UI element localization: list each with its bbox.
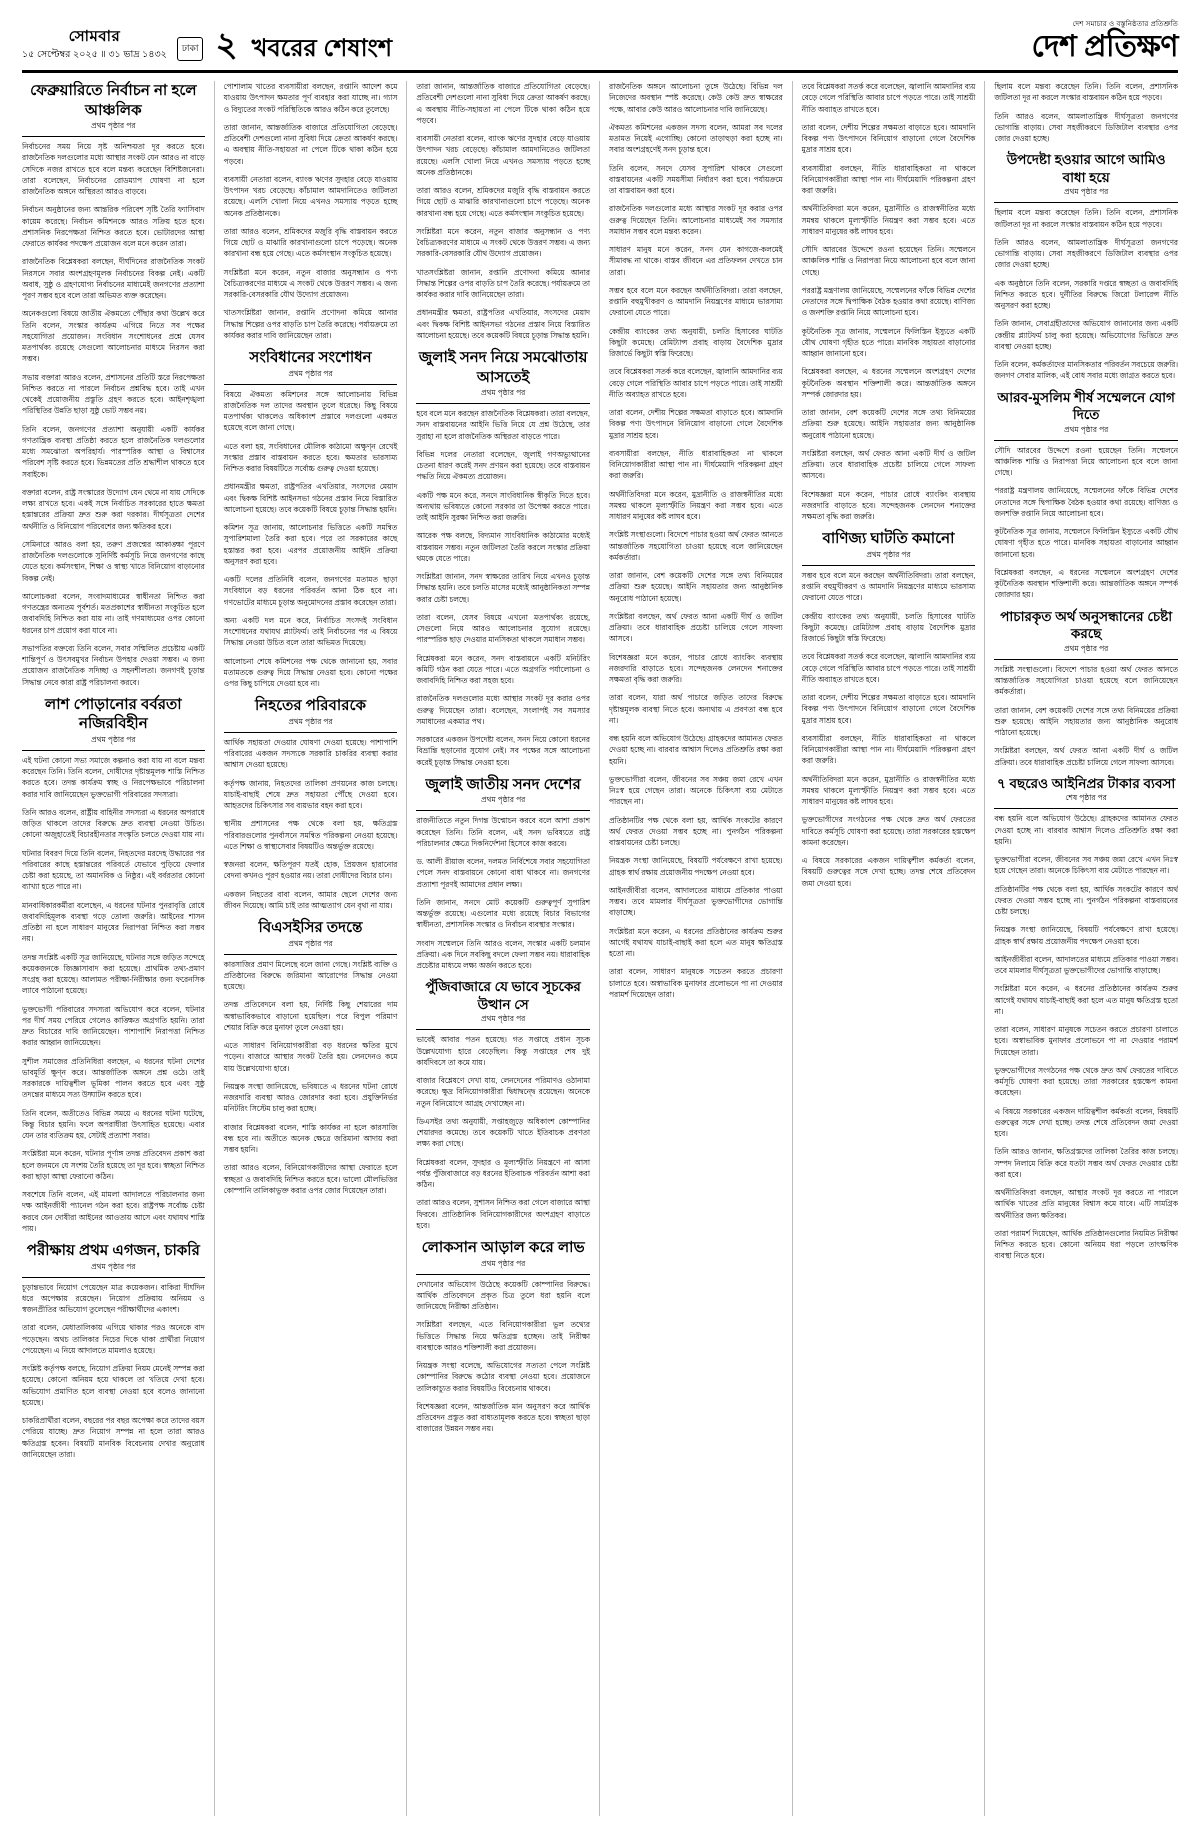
article-paragraph: নিয়ন্ত্রক সংস্থা জানিয়েছে, বিষয়টি পর্যবেক্ষণে রাখা হয়েছে। গ্রাহক স্বার্থ রক্ষায় প্রয়োজনীয় পদক্ষেপ নেওয়া হবে। bbox=[994, 925, 1178, 946]
article-paragraph: অনেকগুলো বিষয়ে জাতীয় ঐকমত্যে পৌঁছার কথা উল্লেখ করে তিনি বলেন, সংস্কার কার্যক্রম এগিয়ে নিতে সব পক্ষের সহযোগিতা প্রয়োজন। সংবিধান সংশোধনের প্রশ্নে যেসব মতপার্থক্য রয়েছে সেগুলো আলোচনার মাধ্যমে নিরসন করা সম্ভব। bbox=[22, 309, 205, 364]
article-headline: নিহতের পরিবারকে bbox=[254, 697, 366, 715]
article-paragraph: ঐকমত্য কমিশনের একজন সদস্য বলেন, আমরা সব দলের মতামত নিয়েই এগোচ্ছি। কোনো তাড়াহুড়া করা হচ্ছে না। সবার অংশগ্রহণেই সনদ চূড়ান্ত হবে। bbox=[609, 122, 783, 155]
article-paragraph: দেখানোর অভিযোগ উঠেছে কয়েকটি কোম্পানির বিরুদ্ধে। আর্থিক প্রতিবেদনে প্রকৃত চিত্র তুলে ধরা হয়নি বলে জানিয়েছে নিরীক্ষা প্রতিষ্ঠান। bbox=[416, 1279, 590, 1312]
article-paragraph: সরকারের একজন উপদেষ্টা বলেন, সনদ নিয়ে কোনো ধরনের বিভ্রান্তি ছড়ানোর সুযোগ নেই। সব পক্ষের সঙ্গে আলোচনা করেই চূড়ান্ত সিদ্ধান্ত নেওয়া হবে। bbox=[416, 735, 590, 767]
article-paragraph: ভুক্তভোগীদের সংগঠনের পক্ষ থেকে দ্রুত অর্থ ফেরতের দাবিতে কর্মসূচি ঘোষণা করা হয়েছে। তারা সরকারের হস্তক্ষেপ কামনা করেছেন। bbox=[994, 1065, 1178, 1098]
article-paragraph: পররাষ্ট্র মন্ত্রণালয় জানিয়েছে, সম্মেলনের ফাঁকে বিভিন্ন দেশের নেতাদের সঙ্গে দ্বিপাক্ষিক বৈঠক হওয়ার কথা রয়েছে। বাণিজ্য ও জনশক্তি রপ্তানি নিয়ে আলোচনা হবে। bbox=[801, 285, 976, 318]
article-a17-cont bbox=[609, 733, 783, 1000]
article-byline: প্রথম পৃষ্ঠার পর bbox=[416, 795, 590, 811]
article-paragraph: একজন নিহতের বাবা বলেন, আমার ছেলে দেশের জন্য জীবন দিয়েছে। আমি চাই তার আত্মত্যাগ যেন বৃথা না যায়। bbox=[223, 889, 398, 910]
article-paragraph: সৌদি আরবের উদ্দেশে রওনা হয়েছেন তিনি। সম্মেলনে আঞ্চলিক শান্তি ও নিরাপত্তা নিয়ে আলোচনা হবে বলে জানা গেছে। bbox=[801, 245, 976, 277]
article-byline: প্রথম পৃষ্ঠার পর bbox=[416, 388, 590, 404]
article-byline: প্রথম পৃষ্ঠার পর bbox=[994, 187, 1178, 203]
article-a4-cont bbox=[416, 81, 590, 341]
article-paragraph: বন্ধ হয়নি বলে অভিযোগ উঠেছে। গ্রাহকদের আমানত ফেরত দেওয়া হচ্ছে না। বারবার আশ্বাস দিলেও প্রতিশ্রুতি রক্ষা করা হয়নি। bbox=[609, 734, 783, 766]
article-paragraph: তিনি জানান, সনদে মোট কয়েকটি গুরুত্বপূর্ণ সুপারিশ অন্তর্ভুক্ত রয়েছে। এগুলোর মধ্যে রয়েছে বিচার বিভাগের স্বাধীনতা, প্রশাসনিক সংস্কার ও নির্বাচন ব্যবস্থার সংস্কার। bbox=[416, 897, 590, 930]
article-paragraph: তবে বিশ্লেষকরা সতর্ক করে বলেছেন, জ্বালানি আমদানির ব্যয় বেড়ে গেলে পরিস্থিতি আবার চাপে পড়তে পারে। তাই সাশ্রয়ী নীতি অব্যাহত রাখতে হবে। bbox=[801, 652, 976, 684]
article-paragraph: বক্তারা বলেন, রাষ্ট্র সংস্কারের উদ্যোগ যেন থেমে না যায় সেদিকে লক্ষ্য রাখতে হবে। একই সঙ্গে নির্বাচিত সরকারের হাতে ক্ষমতা হস্তান্তরের প্রক্রিয়া দ্রুত শুরু করা দরকার। দীর্ঘসূত্রতা দেশের অর্থনীতি ও বিনিয়োগ পরিবেশের জন্য ক্ষতিকর হবে। bbox=[22, 487, 205, 531]
article-paragraph: ভুক্তভোগীদের সংগঠনের পক্ষ থেকে দ্রুত অর্থ ফেরতের দাবিতে কর্মসূচি ঘোষণা করা হয়েছে। তারা সরকারের হস্তক্ষেপ কামনা করেছেন। bbox=[801, 815, 976, 847]
article-paragraph: সংশ্লিষ্টরা মনে করেন, ঘটনার পূর্ণাঙ্গ তদন্ত প্রতিবেদন প্রকাশ করা হলে জনমনে যে সংশয় তৈরি হয়েছে তা দূর হবে। স্বচ্ছতা নিশ্চিত করা ছাড়া আস্থা ফেরানো কঠিন। bbox=[22, 1149, 205, 1181]
article-a16 bbox=[994, 608, 1178, 768]
article-paragraph: তারা বলেন, দেশীয় শিল্পের সক্ষমতা বাড়াতে হবে। আমদানি বিকল্প পণ্য উৎপাদনে বিনিয়োগ বাড়ানো গেলে বৈদেশিক মুদ্রার সাশ্রয় হবে। bbox=[801, 122, 976, 155]
column-4 bbox=[600, 81, 793, 1816]
article-headline: ফেব্রুয়ারিতে নির্বাচন না হলে আঞ্চলিক bbox=[30, 82, 197, 119]
article-paragraph: নির্বাচনের সময় নিয়ে সৃষ্ট অনিশ্চয়তা দূর করতে হবে। রাজনৈতিক দলগুলোর মধ্যে আস্থার সংকট যেন আরও না বাড়ে সেদিকে নজর রাখতে হবে বলে মন্তব্য করেছেন বিশিষ্টজনেরা। তারা বলেছেন, নির্বাচনের রোডম্যাপ ঘোষণা না হলে রাজনৈতিক অঙ্গনে অস্থিরতা আরও বাড়বে। bbox=[22, 142, 205, 196]
article-byline: প্রথম পৃষ্ঠার পর bbox=[22, 1262, 205, 1278]
article-paragraph: তিনি বলেন, অতীতেও বিভিন্ন সময়ে এ ধরনের ঘটনা ঘটেছে, কিন্তু বিচার হয়নি। ফলে অপরাধীরা উৎসাহিত হয়েছে। এবার যেন তার ব্যতিক্রম হয়, সেটাই প্রত্যাশা সবার। bbox=[22, 1108, 205, 1140]
article-paragraph: খাতসংশ্লিষ্টরা জানান, রপ্তানি প্রণোদনা কমিয়ে আনার সিদ্ধান্ত শিল্পের ওপর বাড়তি চাপ তৈরি করেছে। পর্যায়ক্রমে তা কার্যকর করার দাবি জানিয়েছেন তারা। bbox=[223, 308, 398, 340]
article-paragraph: কূটনৈতিক সূত্র জানায়, সম্মেলনে ফিলিস্তিন ইস্যুতে একটি যৌথ ঘোষণা গৃহীত হতে পারে। মানবিক সহায়তা বাড়ানোর আহ্বান জানানো হবে। bbox=[801, 326, 976, 358]
article-paragraph: ভুক্তভোগীরা বলেন, জীবনের সব সঞ্চয় জমা রেখে এখন নিঃস্ব হয়ে গেছেন তারা। অনেকে চিকিৎসা ব্যয় মেটাতে পারছেন না। bbox=[609, 774, 783, 807]
article-paragraph: ভাবেই আবার পতন হয়েছে। গত সপ্তাহে প্রধান সূচক উল্লেখযোগ্য হারে বেড়েছিল। কিন্তু সপ্তাহের শেষ দুই কার্যদিবসে তা কমে যায়। bbox=[416, 1035, 590, 1067]
masthead-left bbox=[22, 27, 392, 64]
article-a13 bbox=[609, 285, 783, 523]
article-paragraph: বিশেষজ্ঞরা বলেন, আন্তর্জাতিক মান অনুসরণ করে আর্থিক প্রতিবেদন প্রস্তুত করা বাধ্যতামূলক করতে হবে। স্বচ্ছতা ছাড়া বাজারের উন্নয়ন সম্ভব নয়। bbox=[416, 1401, 590, 1434]
article-byline: প্রথম পৃষ্ঠার পর bbox=[994, 425, 1178, 441]
article-a14 bbox=[994, 151, 1178, 381]
article-paragraph: তবে বিশ্লেষকরা সতর্ক করে বলেছেন, জ্বালানি আমদানির ব্যয় বেড়ে গেলে পরিস্থিতি আবার চাপে পড়তে পারে। তাই সাশ্রয়ী নীতি অব্যাহত রাখতে হবে। bbox=[801, 82, 976, 114]
article-headline: লোকসান আড়াল করে লাভ bbox=[421, 1239, 585, 1257]
article-paragraph: বিশেষজ্ঞরা মনে করেন, পাচার রোধে ব্যাংকিং ব্যবস্থায় নজরদারি বাড়াতে হবে। সন্দেহজনক লেনদেন শনাক্তের সক্ষমতা বৃদ্ধি করা জরুরি। bbox=[801, 489, 976, 521]
article-paragraph: পররাষ্ট্র মন্ত্রণালয় জানিয়েছে, সম্মেলনের ফাঁকে বিভিন্ন দেশের নেতাদের সঙ্গে দ্বিপাক্ষিক বৈঠক হওয়ার কথা রয়েছে। বাণিজ্য ও জনশক্তি রপ্তানি নিয়ে আলোচনা হবে। bbox=[994, 486, 1178, 518]
article-paragraph: ঘটনার বিবরণ দিয়ে তিনি বলেন, নিহতদের মরদেহ উদ্ধারের পর পরিবারের কাছে হস্তান্তরের পরিবর্তে যেভাবে পুড়িয়ে ফেলার চেষ্টা করা হয়েছে, তা অমানবিক ও নিষ্ঠুর। এই বর্বরতার কোনো ব্যাখ্যা হতে পারে না। bbox=[22, 848, 205, 892]
article-headline: লাশ পোড়ানোর বর্বরতা নজিরবিহীন bbox=[45, 695, 182, 733]
article-paragraph: ব্যবসায়ী নেতারা বলেন, ব্যাংক ঋণের সুদহার বেড়ে যাওয়ায় উৎপাদন খরচ বেড়েছে। কাঁচামাল আমদানিতেও জটিলতা রয়েছে। এলসি খোলা নিয়ে এখনও সমস্যায় পড়তে হচ্ছে অনেক প্রতিষ্ঠানকে। bbox=[416, 134, 590, 177]
article-paragraph: অর্থনীতিবিদরা মনে করেন, মুদ্রানীতি ও রাজস্বনীতির মধ্যে সমন্বয় থাকলে মূল্যস্ফীতি নিয়ন্ত্রণ করা সম্ভব হবে। এতে সাধারণ মানুষের কষ্ট লাঘব হবে। bbox=[609, 489, 783, 521]
article-paragraph: বাজার বিশ্লেষকরা বলেন, শাস্তি কার্যকর না হলে কারসাজি বন্ধ হবে না। অতীতে অনেক ক্ষেত্রে জরিমানা আদায় করা সম্ভব হয়নি। bbox=[223, 1122, 398, 1154]
article-paragraph: সুশীল সমাজের প্রতিনিধিরা বলছেন, এ ধরনের ঘটনা দেশের ভাবমূর্তি ক্ষুণ্ন করে। আন্তর্জাতিক অঙ্গনে প্রশ্ন ওঠে। তাই সরকারকে দায়িত্বশীল ভূমিকা পালন করতে হবে এবং সুষ্ঠু তদন্তের মাধ্যমে সত্য উদ্ঘাটন করতে হবে। bbox=[22, 1056, 205, 1100]
article-headline: জুলাই জাতীয় সনদ দেশের bbox=[425, 775, 581, 793]
section-title: খবরের শেষাংশ bbox=[251, 35, 393, 62]
article-paragraph: রাজনৈতিক দলগুলোর মধ্যে আস্থার সংকট দূর করার ওপর গুরুত্ব দিয়েছেন তিনি। আলোচনার মাধ্যমেই সব সমস্যার সমাধান সম্ভব বলে মন্তব্য করেন। bbox=[609, 204, 783, 236]
article-a4 bbox=[224, 81, 398, 341]
article-paragraph: অর্থনীতিবিদরা মনে করেন, মুদ্রানীতি ও রাজস্বনীতির মধ্যে সমন্বয় থাকলে মূল্যস্ফীতি নিয়ন্ত্রণ করা সম্ভব হবে। এতে সাধারণ মানুষের কষ্ট লাঘব হবে। bbox=[801, 774, 976, 806]
masthead-right bbox=[1032, 18, 1178, 64]
article-paragraph: রাজনৈতিক দলগুলোর মধ্যে আস্থার সংকট দূর করার ওপর গুরুত্ব দিয়েছেন তারা। বলেছেন, সংলাপই সব সমস্যার সমাধানের একমাত্র পথ। bbox=[416, 694, 590, 726]
article-paragraph: এতে বলা হয়, সংবিধানের মৌলিক কাঠামো অক্ষুণ্ন রেখেই সংস্কার প্রস্তাব বাস্তবায়ন করতে হবে। ক্ষমতার ভারসাম্য নিশ্চিত করার বিষয়টিতে সর্বোচ্চ গুরুত্ব দেওয়া হয়েছে। bbox=[223, 441, 398, 473]
edition-badge: ঢাকা bbox=[177, 37, 204, 61]
article-paragraph: হবে বলে মনে করছেন রাজনৈতিক বিশ্লেষকরা। তারা বলছেন, সনদ বাস্তবায়নের আইনি ভিত্তি নিয়ে যে প্রশ্ন উঠেছে, তার সুরাহা না হলে রাজনৈতিক অস্থিরতা বাড়তে পারে। bbox=[416, 409, 590, 441]
article-paragraph: সংশ্লিষ্টরা মনে করেন, এ ধরনের প্রতিষ্ঠানের কার্যক্রম শুরুর আগেই যথাযথ যাচাই-বাছাই করা হলে এত মানুষ ক্ষতিগ্রস্ত হতো না। bbox=[609, 926, 783, 958]
article-paragraph: ভুক্তভোগী পরিবারের সদস্যরা অভিযোগ করে বলেন, ঘটনার পর দীর্ঘ সময় পেরিয়ে গেলেও কাঙ্ক্ষিত অগ্রগতি হয়নি। তারা দ্রুত বিচারের দাবি জানিয়েছেন। পাশাপাশি নিরাপত্তা নিশ্চিত করার আহ্বান জানিয়েছেন। bbox=[22, 1004, 205, 1048]
article-a13-block bbox=[802, 529, 976, 889]
article-paragraph: তিনি আরও জানান, ক্ষতিগ্রস্তদের তালিকা তৈরির কাজ চলছে। সম্পদ নিলামে বিক্রি করে যতটা সম্ভব অর্থ ফেরত দেওয়ার চেষ্টা করা হবে। bbox=[994, 1147, 1178, 1179]
date-label: ১৫ সেপ্টেম্বর ২০২৫ ॥ ৩১ ভাদ্র ১৪৩২ bbox=[22, 49, 167, 61]
article-paragraph: সম্ভব হবে বলে মনে করছেন অর্থনীতিবিদরা। তারা বলছেন, রপ্তানি বহুমুখীকরণ ও আমদানি নিয়ন্ত্রণের মাধ্যমে ভারসাম্য ফেরানো যেতে পারে। bbox=[801, 570, 976, 603]
article-headline: উপদেষ্টা হওয়ার আগে আমিও বাধা হয়ে bbox=[1006, 152, 1166, 185]
article-a7 bbox=[224, 696, 398, 911]
article-a11 bbox=[416, 978, 590, 1231]
article-paragraph: ব্যবসায়ীরা বলছেন, নীতি ধারাবাহিকতা না থাকলে বিনিয়োগকারীরা আস্থা পান না। দীর্ঘমেয়াদি পরিকল্পনা গ্রহণ করা জরুরি। bbox=[609, 448, 783, 481]
article-paragraph: সৌদি আরবের উদ্দেশে রওনা হয়েছেন তিনি। সম্মেলনে আঞ্চলিক শান্তি ও নিরাপত্তা নিয়ে আলোচনা হবে বলে জানা গেছে। bbox=[994, 445, 1178, 478]
article-paragraph: অর্থনীতিবিদরা মনে করেন, মুদ্রানীতি ও রাজস্বনীতির মধ্যে সমন্বয় থাকলে মূল্যস্ফীতি নিয়ন্ত্রণ করা সম্ভব হবে। এতে সাধারণ মানুষের কষ্ট লাঘব হবে। bbox=[801, 204, 976, 236]
article-a10 bbox=[416, 775, 590, 972]
masthead bbox=[22, 18, 1178, 73]
article-paragraph: তারা বলেন, যারা অর্থ পাচারে জড়িত তাদের বিরুদ্ধে দৃষ্টান্তমূলক ব্যবস্থা নিতে হবে। অন্যথায় এ প্রবণতা বন্ধ হবে না। bbox=[609, 693, 783, 725]
article-paragraph: বাজার বিশ্লেষণে দেখা যায়, লেনদেনের পরিমাণও ওঠানামা করেছে। ক্ষুদ্র বিনিয়োগকারীরা দ্বিধাদ্বন্দ্বে রয়েছেন। অনেকে নতুন বিনিয়োগে আগ্রহ দেখাচ্ছেন না। bbox=[416, 1076, 590, 1108]
article-paragraph: কমিশন সূত্র জানায়, আলোচনার ভিত্তিতে একটি সমন্বিত সুপারিশমালা তৈরি করা হবে। পরে তা সরকারের কাছে হস্তান্তর করা হবে। এরপর প্রয়োজনীয় আইনি প্রক্রিয়া অনুসরণ করা হবে। bbox=[223, 523, 398, 566]
article-paragraph: পোশালাম খাতের ব্যবসায়ীরা বলছেন, রপ্তানি আদেশ কমে যাওয়ায় উৎপাদন ক্ষমতার পূর্ণ ব্যবহার করা যাচ্ছে না। গ্যাস ও বিদ্যুতের সংকট পরিস্থিতিকে আরও কঠিন করে তুলেছে। bbox=[223, 82, 398, 114]
article-paragraph: সংশ্লিষ্ট সংস্থাগুলো। বিদেশে পাচার হওয়া অর্থ ফেরত আনতে আন্তর্জাতিক সহযোগিতা চাওয়া হয়েছে বলে জানিয়েছেন কর্মকর্তারা। bbox=[609, 530, 783, 562]
article-paragraph: স্বজনরা বলেন, ক্ষতিপূরণ যতই হোক, প্রিয়জন হারানোর বেদনা কখনও পূরণ হওয়ার নয়। তারা দোষীদের বিচার চান। bbox=[223, 860, 398, 881]
article-paragraph: তারা বলেন, দেশীয় শিল্পের সক্ষমতা বাড়াতে হবে। আমদানি বিকল্প পণ্য উৎপাদনে বিনিয়োগ বাড়ানো গেলে বৈদেশিক মুদ্রার সাশ্রয় হবে। bbox=[609, 408, 783, 440]
article-paragraph: মানবাধিকারকর্মীরা বলেছেন, এ ধরনের ঘটনার পুনরাবৃত্তি রোধে জবাবদিহিমূলক ব্যবস্থা গড়ে তোলা জরুরি। আইনের শাসন প্রতিষ্ঠা না হলে সাধারণ মানুষের নিরাপত্তা নিশ্চিত করা সম্ভব নয়। bbox=[22, 900, 205, 944]
article-headline: পুঁজিবাজারে যে ভাবে সূচকের উত্থান সে bbox=[425, 979, 581, 1012]
column-1 bbox=[22, 81, 215, 1816]
article-paragraph: তারা আরও বলেন, বিনিয়োগকারীদের আস্থা ফেরাতে হলে স্বচ্ছতা ও জবাবদিহি নিশ্চিত করতে হবে। ভালো মৌলভিত্তির কোম্পানি তালিকাভুক্ত করার ওপর জোর দিয়েছেন তারা। bbox=[223, 1163, 398, 1195]
article-paragraph: তারা জানান, বেশ কয়েকটি দেশের সঙ্গে তথ্য বিনিময়ের প্রক্রিয়া শুরু হয়েছে। আইনি সহায়তার জন্য আনুষ্ঠানিক অনুরোধ পাঠানো হয়েছে। bbox=[801, 408, 976, 440]
article-paragraph: অন্য একটি দল মনে করে, নির্বাচিত সংসদই সংবিধান সংশোধনের যথাযথ প্ল্যাটফর্ম। তাই নির্বাচনের পর এ বিষয়ে সিদ্ধান্ত নেওয়া উচিত বলে তারা অভিমত দিয়েছে। bbox=[223, 615, 398, 648]
article-paragraph: বিশ্লেষকরা বলছেন, এ ধরনের সম্মেলনে অংশগ্রহণ দেশের কূটনৈতিক অবস্থান শক্তিশালী করে। আন্তর্জাতিক অঙ্গনে সম্পর্ক জোরদার হয়। bbox=[801, 367, 976, 399]
article-paragraph: তিনি বলেন, জনগণের প্রত্যাশা অনুযায়ী একটি কার্যকর গণতান্ত্রিক ব্যবস্থা প্রতিষ্ঠা করতে হলে রাজনৈতিক দলগুলোর মধ্যে সমঝোতা অপরিহার্য। পারস্পরিক আস্থা ও বিশ্বাসের পরিবেশ সৃষ্টি করতে হবে। ভিন্নমতের প্রতি শ্রদ্ধাশীল থাকতে হবে সবাইকে। bbox=[22, 424, 205, 479]
article-a12 bbox=[416, 1238, 590, 1435]
article-paragraph: প্রধানমন্ত্রীর ক্ষমতা, রাষ্ট্রপতির এখতিয়ার, সংসদের মেয়াদ এবং দ্বিকক্ষ বিশিষ্ট আইনসভা গঠনের প্রস্তাব নিয়ে বিস্তারিত আলোচনা হয়েছে। তবে কয়েকটি বিষয়ে চূড়ান্ত সিদ্ধান্ত হয়নি। bbox=[416, 308, 590, 340]
article-paragraph: আলোচকরা বলেন, সংবাদমাধ্যমের স্বাধীনতা নিশ্চিত করা গণতন্ত্রের অন্যতম পূর্বশর্ত। মতপ্রকাশের স্বাধীনতা সংকুচিত হলে জবাবদিহি নিশ্চিত করা যায় না। তাই গণমাধ্যমের ওপর কোনো ধরনের চাপ প্রয়োগ করা যাবে না। bbox=[22, 591, 205, 635]
article-paragraph: খাতসংশ্লিষ্টরা জানান, রপ্তানি প্রণোদনা কমিয়ে আনার সিদ্ধান্ত শিল্পের ওপর বাড়তি চাপ তৈরি করেছে। পর্যায়ক্রমে তা কার্যকর করার দাবি জানিয়েছেন তারা। bbox=[416, 267, 590, 299]
article-paragraph: তারা বলেন, মেধাতালিকায় এগিয়ে থাকার পরও অনেকে বাদ পড়েছেন। অথচ তালিকার নিচের দিকে থাকা প্রার্থীরা নিয়োগ পেয়েছেন। এ নিয়ে আদালতে মামলাও হয়েছে। bbox=[22, 1323, 205, 1355]
article-headline: বাণিজ্য ঘাটতি কমানো bbox=[822, 530, 955, 548]
article-byline: প্রথম পৃষ্ঠার পর bbox=[802, 550, 976, 566]
article-paragraph: সভায় বক্তারা আরও বলেন, প্রশাসনের প্রতিটি স্তরে নিরপেক্ষতা নিশ্চিত করতে না পারলে নির্বাচন প্রশ্নবিদ্ধ হবে। তাই এখন থেকেই প্রয়োজনীয় প্রস্তুতি গ্রহণ করতে হবে। আইনশৃঙ্খলা পরিস্থিতির উন্নতি ছাড়া সুষ্ঠু ভোট সম্ভব নয়। bbox=[22, 372, 205, 416]
article-paragraph: সংবাদ সম্মেলনে তিনি আরও বলেন, সংস্কার একটি চলমান প্রক্রিয়া। এক দিনে সবকিছু বদলে ফেলা সম্ভব নয়। ধারাবাহিক প্রচেষ্টার মাধ্যমে লক্ষ্য অর্জন করতে হবে। bbox=[416, 938, 590, 970]
article-a14-lead bbox=[994, 81, 1178, 144]
article-a16-cont bbox=[609, 529, 783, 726]
column-2 bbox=[215, 81, 408, 1816]
article-paragraph: রাজনীতিতে নতুন দিগন্ত উন্মোচন করবে বলে আশা প্রকাশ করেছেন তিনি। তিনি বলেন, এই সনদ ভবিষ্যতে রাষ্ট্র পরিচালনার ক্ষেত্রে দিকনির্দেশনা হিসেবে কাজ করবে। bbox=[416, 816, 590, 848]
article-paragraph: স্থানীয় প্রশাসনের পক্ষ থেকে বলা হয়, ক্ষতিগ্রস্ত পরিবারগুলোর পুনর্বাসনে সমন্বিত পরিকল্পনা নেওয়া হয়েছে। এতে শিক্ষা ও স্বাস্থ্যসেবার বিষয়টিও অন্তর্ভুক্ত রয়েছে। bbox=[223, 819, 398, 851]
article-paragraph: তারা জানান, বেশ কয়েকটি দেশের সঙ্গে তথ্য বিনিময়ের প্রক্রিয়া শুরু হয়েছে। আইনি সহায়তার জন্য আনুষ্ঠানিক অনুরোধ পাঠানো হয়েছে। bbox=[994, 705, 1178, 738]
date-block bbox=[22, 27, 167, 64]
article-a1 bbox=[22, 81, 205, 688]
article-a15 bbox=[994, 389, 1178, 601]
article-paragraph: অর্থনীতিবিদরা বলছেন, আস্থার সংকট দূর করতে না পারলে আর্থিক খাতের প্রতি মানুষের বিশ্বাস কমে যাবে। এটি সামগ্রিক অর্থনীতির জন্য ক্ষতিকর। bbox=[994, 1188, 1178, 1220]
article-paragraph: তারা আরও বলেন, সুশাসন নিশ্চিত করা গেলে বাজারে আস্থা ফিরবে। প্রাতিষ্ঠানিক বিনিয়োগকারীদের অংশগ্রহণ বাড়াতে হবে। bbox=[416, 1198, 590, 1230]
article-paragraph: তিনি বলেন, কর্মকর্তাদের মানসিকতার পরিবর্তন সবচেয়ে জরুরি। জনগণ সেবার মালিক, এই বোধ সবার মধ্যে জাগ্রত করতে হবে। bbox=[994, 360, 1178, 381]
article-paragraph: সম্ভব হবে বলে মনে করছেন অর্থনীতিবিদরা। তারা বলছেন, রপ্তানি বহুমুখীকরণ ও আমদানি নিয়ন্ত্রণের মাধ্যমে ভারসাম্য ফেরানো যেতে পারে। bbox=[609, 285, 783, 318]
article-paragraph: তিনি আরও বলেন, আমলাতান্ত্রিক দীর্ঘসূত্রতা জনগণের ভোগান্তি বাড়ায়। সেবা সহজীকরণে ডিজিটাল ব্যবস্থার ওপর জোর দেওয়া হচ্ছে। bbox=[994, 111, 1178, 143]
article-byline: প্রথম পৃষ্ঠার পর bbox=[22, 121, 205, 137]
article-paragraph: নিয়ন্ত্রক সংস্থা জানিয়েছে, বিষয়টি পর্যবেক্ষণে রাখা হয়েছে। গ্রাহক স্বার্থ রক্ষায় প্রয়োজনীয় পদক্ষেপ নেওয়া হবে। bbox=[609, 856, 783, 877]
article-byline: প্রথম পৃষ্ঠার পর bbox=[994, 644, 1178, 660]
article-a2 bbox=[22, 695, 205, 1234]
article-paragraph: সংশ্লিষ্টরা মনে করেন, নতুন বাজার অনুসন্ধান ও পণ্য বৈচিত্র্যকরণের মাধ্যমে এ সংকট থেকে উত্তরণ সম্ভব। এ জন্য সরকারি-বেসরকারি যৌথ উদ্যোগ প্রয়োজন। bbox=[223, 267, 398, 299]
article-paragraph: বিশ্লেষকরা বলছেন, এ ধরনের সম্মেলনে অংশগ্রহণ দেশের কূটনৈতিক অবস্থান শক্তিশালী করে। আন্তর্জাতিক অঙ্গনে সম্পর্ক জোরদার হয়। bbox=[994, 567, 1178, 600]
article-a13-cont bbox=[802, 81, 976, 522]
article-paragraph: ছিলাম বলে মন্তব্য করেছেন তিনি। তিনি বলেন, প্রশাসনিক জটিলতা দূর না করলে সংস্কার বাস্তবায়ন কঠিন হয়ে পড়বে। bbox=[994, 208, 1178, 229]
article-paragraph: সংশ্লিষ্টরা মনে করেন, নতুন বাজার অনুসন্ধান ও পণ্য বৈচিত্র্যকরণের মাধ্যমে এ সংকট থেকে উত্তরণ সম্ভব। এ জন্য সরকারি-বেসরকারি যৌথ উদ্যোগ প্রয়োজন। bbox=[416, 226, 590, 259]
article-paragraph: প্রতিষ্ঠানটির পক্ষ থেকে বলা হয়, আর্থিক সংকটের কারণে অর্থ ফেরত দেওয়া সম্ভব হচ্ছে না। পুনর্গঠন পরিকল্পনা বাস্তবায়নের চেষ্টা চলছে। bbox=[609, 815, 783, 847]
article-paragraph: কূটনৈতিক সূত্র জানায়, সম্মেলনে ফিলিস্তিন ইস্যুতে একটি যৌথ ঘোষণা গৃহীত হতে পারে। মানবিক সহায়তা বাড়ানোর আহ্বান জানানো হবে। bbox=[994, 527, 1178, 559]
article-a17 bbox=[994, 775, 1178, 1262]
article-paragraph: ব্যবসায়ীরা বলছেন, নীতি ধারাবাহিকতা না থাকলে বিনিয়োগকারীরা আস্থা পান না। দীর্ঘমেয়াদি পরিকল্পনা গ্রহণ করা জরুরি। bbox=[801, 733, 976, 766]
article-headline: ৭ বছরেও আইনিপ্রর টাকার ব্যবসা bbox=[997, 775, 1176, 791]
article-paragraph: সংশ্লিষ্টরা মনে করেন, এ ধরনের প্রতিষ্ঠানের কার্যক্রম শুরুর আগেই যথাযথ যাচাই-বাছাই করা হলে এত মানুষ ক্ষতিগ্রস্ত হতো না। bbox=[994, 984, 1178, 1016]
article-headline: পাচারকৃত অর্থ অনুসন্ধানের চেষ্টা করছে bbox=[1000, 608, 1173, 642]
page-number: ২ bbox=[215, 26, 238, 64]
article-paragraph: ড. আলী রীয়াজ বলেন, দলমত নির্বিশেষে সবার সহযোগিতা পেলে সনদ বাস্তবায়নে কোনো বাধা থাকবে না। জনগণের প্রত্যাশা পূরণই আমাদের প্রধান লক্ষ্য। bbox=[416, 857, 590, 889]
article-paragraph: এ বিষয়ে সরকারের একজন দায়িত্বশীল কর্মকর্তা বলেন, বিষয়টি গুরুত্বের সঙ্গে দেখা হচ্ছে। তদন্ত শেষে প্রতিবেদন জমা দেওয়া হবে। bbox=[994, 1106, 1178, 1139]
article-paragraph: ছিলাম বলে মন্তব্য করেছেন তিনি। তিনি বলেন, প্রশাসনিক জটিলতা দূর না করলে সংস্কার বাস্তবায়ন কঠিন হয়ে পড়বে। bbox=[994, 82, 1178, 103]
article-paragraph: তারা বলেন, দেশীয় শিল্পের সক্ষমতা বাড়াতে হবে। আমদানি বিকল্প পণ্য উৎপাদনে বিনিয়োগ বাড়ানো গেলে বৈদেশিক মুদ্রার সাশ্রয় হবে। bbox=[801, 693, 976, 725]
article-paragraph: রাজনৈতিক বিশ্লেষকরা বলছেন, দীর্ঘদিনের রাজনৈতিক সংকট নিরসনে সবার অংশগ্রহণমূলক নির্বাচনের বিকল্প নেই। একটি অবাধ, সুষ্ঠু ও গ্রহণযোগ্য নির্বাচনের মাধ্যমেই জনগণের প্রত্যাশা পূরণ সম্ভব হবে বলে তারা অভিমত ব্যক্ত করেছেন। bbox=[22, 257, 205, 300]
column-grid bbox=[22, 81, 1178, 1816]
article-paragraph: সেমিনারে আরও বলা হয়, তরুণ প্রজন্মের আকাঙ্ক্ষা পূরণে রাজনৈতিক দলগুলোকে সুনির্দিষ্ট কর্মসূচি নিয়ে জনগণের কাছে যেতে হবে। কর্মসংস্থান, শিক্ষা ও স্বাস্থ্য খাতে বিনিয়োগ বাড়ানোর বিকল্প নেই। bbox=[22, 539, 205, 583]
article-paragraph: ভুক্তভোগীরা বলেন, জীবনের সব সঞ্চয় জমা রেখে এখন নিঃস্ব হয়ে গেছেন তারা। অনেকে চিকিৎসা ব্যয় মেটাতে পারছেন না। bbox=[994, 855, 1178, 876]
article-paragraph: তারা পরামর্শ দিয়েছেন, আর্থিক প্রতিষ্ঠানগুলোর নিয়মিত নিরীক্ষা নিশ্চিত করতে হবে। কোনো অনিয়ম ধরা পড়লে তাৎক্ষণিক ব্যবস্থা নিতে হবে। bbox=[994, 1228, 1178, 1261]
article-paragraph: ব্যবসায়ীরা বলছেন, নীতি ধারাবাহিকতা না থাকলে বিনিয়োগকারীরা আস্থা পান না। দীর্ঘমেয়াদি পরিকল্পনা গ্রহণ করা জরুরি। bbox=[801, 163, 976, 195]
article-paragraph: সংশ্লিষ্টরা বলছেন, এতে বিনিয়োগকারীরা ভুল তথ্যের ভিত্তিতে সিদ্ধান্ত নিয়ে ক্ষতিগ্রস্ত হচ্ছেন। তাই নিরীক্ষা ব্যবস্থাকে আরও শক্তিশালী করা প্রয়োজন। bbox=[416, 1320, 590, 1352]
article-paragraph: আরেক পক্ষ বলছে, বিদ্যমান সাংবিধানিক কাঠামোর মধ্যেই বাস্তবায়ন সম্ভব। নতুন জটিলতা তৈরি করলে সংস্কার প্রক্রিয়া থমকে যেতে পারে। bbox=[416, 531, 590, 563]
article-headline: সংবিধানের সংশোধন bbox=[249, 349, 372, 366]
article-paragraph: একটি দলের প্রতিনিধি বলেন, জনগণের মতামত ছাড়া সংবিধানে বড় ধরনের পরিবর্তন আনা ঠিক হবে না। গণভোটের মাধ্যমে চূড়ান্ত অনুমোদনের প্রস্তাব করেছেন তারা। bbox=[223, 575, 398, 607]
article-a3 bbox=[22, 1241, 205, 1460]
article-paragraph: বিশ্লেষকরা মনে করেন, সনদ বাস্তবায়নে একটি মনিটরিং কমিটি গঠন করা যেতে পারে। এতে অগ্রগতি পর্যালোচনা ও জবাবদিহি নিশ্চিত করা সহজ হবে। bbox=[416, 653, 590, 685]
article-paragraph: সভাপতির বক্তব্যে তিনি বলেন, সবার সম্মিলিত প্রচেষ্টায় একটি শান্তিপূর্ণ ও উৎসবমুখর নির্বাচন উপহার দেওয়া সম্ভব। এ জন্য প্রয়োজন রাজনৈতিক সদিচ্ছা ও সহনশীলতা। জনগণই চূড়ান্ত সিদ্ধান্ত নেবে কারা রাষ্ট্র পরিচালনা করবে। bbox=[22, 643, 205, 687]
article-paragraph: তিনি আরও বলেন, রাষ্ট্রীয় বাহিনীর সদস্যরা এ ধরনের অপরাধে জড়িত থাকলে তাদের বিরুদ্ধে দ্রুত ব্যবস্থা নেওয়া উচিত। কোনো অজুহাতেই বিচারহীনতার সংস্কৃতি চলতে দেওয়া যায় না। bbox=[22, 807, 205, 840]
article-paragraph: আলোচনা শেষে কমিশনের পক্ষ থেকে জানানো হয়, সবার মতামতকে গুরুত্ব দিয়ে সিদ্ধান্ত নেওয়া হবে। কোনো পক্ষের ওপর কিছু চাপিয়ে দেওয়া হবে না। bbox=[223, 656, 398, 688]
article-a5 bbox=[224, 348, 398, 689]
article-paragraph: ব্যবসায়ী নেতারা বলেন, ব্যাংক ঋণের সুদহার বেড়ে যাওয়ায় উৎপাদন খরচ বেড়েছে। কাঁচামাল আমদানিতেও জটিলতা রয়েছে। এলসি খোলা নিয়ে এখনও সমস্যায় পড়তে হচ্ছে অনেক প্রতিষ্ঠানকে। bbox=[223, 174, 398, 218]
article-paragraph: নির্বাচন অনুষ্ঠানের জন্য আন্তরিক পরিবেশ সৃষ্টি তৈরি ফ্যাসিবাদ কায়েম করেছে। নির্বাচন কমিশনকে আরও সক্রিয় হতে হবে। প্রশাসনিক নিরপেক্ষতা নিশ্চিত করতে হবে। ভোটারদের আস্থা ফেরাতে কার্যকর পদক্ষেপ প্রয়োজন বলে মনে করেন তারা। bbox=[22, 205, 205, 248]
article-a6 bbox=[416, 348, 590, 768]
article-paragraph: আর্থিক সহায়তা দেওয়ার ঘোষণা দেওয়া হয়েছে। পাশাপাশি পরিবারের একজন সদস্যকে সরকারি চাকরির ব্যবস্থা করার আশ্বাস দেওয়া হয়েছে। bbox=[223, 737, 398, 770]
article-paragraph: তারা জানান, আন্তর্জাতিক বাজারে প্রতিযোগিতা বেড়েছে। প্রতিবেশী দেশগুলো নানা সুবিধা দিয়ে ক্রেতা আকর্ষণ করছে। এ অবস্থায় নীতি-সহায়তা না পেলে টিকে থাকা কঠিন হয়ে পড়বে। bbox=[223, 122, 398, 166]
article-paragraph: ডিএসইর তথ্য অনুযায়ী, সপ্তাহজুড়ে অধিকাংশ কোম্পানির শেয়ারদর কমেছে। তবে কয়েকটি খাতে ইতিবাচক প্রবণতা লক্ষ্য করা গেছে। bbox=[416, 1116, 590, 1149]
article-paragraph: সংশ্লিষ্ট কর্তৃপক্ষ বলছে, নিয়োগ প্রক্রিয়া নিয়ম মেনেই সম্পন্ন করা হয়েছে। কোনো অনিয়ম হয়ে থাকলে তা খতিয়ে দেখা হবে। অভিযোগ প্রমাণিত হলে ব্যবস্থা নেওয়া হবে বলেও জানানো হয়েছে। bbox=[22, 1364, 205, 1407]
article-paragraph: চূড়ান্তভাবে নিয়োগ পেয়েছেন মাত্র কয়েকজন। বাকিরা দীর্ঘদিন ধরে অপেক্ষায় রয়েছেন। নিয়োগ প্রক্রিয়ায় অনিয়ম ও স্বজনপ্রীতির অভিযোগ তুলেছেন পরীক্ষার্থীদের একাংশ। bbox=[22, 1282, 205, 1314]
article-paragraph: বিষয়ে ঐকমত্য কমিশনের সঙ্গে আলোচনায় বিভিন্ন রাজনৈতিক দল তাদের অবস্থান তুলে ধরেছে। কিছু বিষয়ে মতপার্থক্য থাকলেও অধিকাংশ প্রস্তাবে দলগুলো একমত হয়েছে বলে জানা গেছে। bbox=[223, 389, 398, 433]
article-paragraph: নিয়ন্ত্রক সংস্থা জানিয়েছে, ভবিষ্যতে এ ধরনের ঘটনা রোধে নজরদারি ব্যবস্থা আরও জোরদার করা হবে। প্রযুক্তিনির্ভর মনিটরিং সিস্টেম চালু করা হচ্ছে। bbox=[223, 1081, 398, 1114]
article-paragraph: রাজনৈতিক অঙ্গনে আলোচনা তুঙ্গে উঠেছে। বিভিন্ন দল নিজেদের অবস্থান স্পষ্ট করেছে। কেউ কেউ দ্রুত স্বাক্ষরের পক্ষে, আবার কেউ আরও আলোচনার দাবি জানিয়েছে। bbox=[609, 82, 783, 114]
article-paragraph: সাধারণ মানুষ মনে করেন, সনদ যেন কাগজে-কলমেই সীমাবদ্ধ না থাকে। বাস্তব জীবনে এর প্রতিফলন দেখতে চান তারা। bbox=[609, 245, 783, 277]
article-paragraph: তারা আরও বলেন, শ্রমিকদের মজুরি বৃদ্ধি বাস্তবায়ন করতে গিয়ে ছোট ও মাঝারি কারখানাগুলো চাপে পড়েছে। অনেক কারখানা বন্ধ হয়ে গেছে। এতে কর্মসংস্থান সংকুচিত হয়েছে। bbox=[223, 226, 398, 259]
article-paragraph: প্রধানমন্ত্রীর ক্ষমতা, রাষ্ট্রপতির এখতিয়ার, সংসদের মেয়াদ এবং দ্বিকক্ষ বিশিষ্ট আইনসভা গঠনের প্রস্তাব নিয়ে বিস্তারিত আলোচনা হয়েছে। তবে কয়েকটি বিষয়ে চূড়ান্ত সিদ্ধান্ত হয়নি। bbox=[223, 482, 398, 514]
article-paragraph: প্রতিষ্ঠানটির পক্ষ থেকে বলা হয়, আর্থিক সংকটের কারণে অর্থ ফেরত দেওয়া সম্ভব হচ্ছে না। পুনর্গঠন পরিকল্পনা বাস্তবায়নের চেষ্টা চলছে। bbox=[994, 884, 1178, 917]
article-paragraph: বিশ্লেষকরা বলেন, সুদহার ও মূল্যস্ফীতি নিয়ন্ত্রণে না আসা পর্যন্ত পুঁজিবাজারে বড় ধরনের ইতিবাচক পরিবর্তন আশা করা কঠিন। bbox=[416, 1157, 590, 1190]
weekday-label: সোমবার bbox=[68, 27, 121, 45]
article-paragraph: তদন্ত সংশ্লিষ্ট একটি সূত্র জানিয়েছে, ঘটনার সঙ্গে জড়িত সন্দেহে কয়েকজনকে জিজ্ঞাসাবাদ করা হয়েছে। প্রাথমিক তথ্য-প্রমাণ সংগ্রহ করা হয়েছে। আলামত পরীক্ষা-নিরীক্ষার জন্য ফরেনসিক ল্যাবে পাঠানো হয়েছে। bbox=[22, 952, 205, 996]
article-paragraph: তারা বলেন, সাধারণ মানুষকে সচেতন করতে প্রচারণা চালাতে হবে। অস্বাভাবিক মুনাফার প্রলোভনে পা না দেওয়ার পরামর্শ দিয়েছেন তারা। bbox=[609, 967, 783, 999]
article-byline: প্রথম পৃষ্ঠার পর bbox=[224, 369, 398, 385]
article-byline: প্রথম পৃষ্ঠার পর bbox=[224, 939, 398, 955]
article-paragraph: চাকরিপ্রার্থীরা বলেন, বছরের পর বছর অপেক্ষা করে তাদের বয়স পেরিয়ে যাচ্ছে। দ্রুত নিয়োগ সম্পন্ন না হলে তারা আরও ক্ষতিগ্রস্ত হবেন। বিষয়টি মানবিক বিবেচনায় দেখার অনুরোধ জানিয়েছেন তারা। bbox=[22, 1416, 205, 1459]
article-headline: আরব-মুসলিম শীর্ষ সম্মেলনে যোগ দিতে bbox=[997, 389, 1175, 423]
article-paragraph: এতে সাধারণ বিনিয়োগকারীরা বড় ধরনের ক্ষতির মুখে পড়েন। বাজারে আস্থার সংকট তৈরি হয়। লেনদেনও কমে যায় উল্লেখযোগ্য হারে। bbox=[223, 1041, 398, 1073]
article-paragraph: বন্ধ হয়নি বলে অভিযোগ উঠেছে। গ্রাহকদের আমানত ফেরত দেওয়া হচ্ছে না। বারবার আশ্বাস দিলেও প্রতিশ্রুতি রক্ষা করা হয়নি। bbox=[994, 814, 1178, 846]
article-paragraph: এই ঘটনা কোনো সভ্য সমাজে কল্পনাও করা যায় না বলে মন্তব্য করেছেন তিনি। তিনি বলেন, দোষীদের দৃষ্টান্তমূলক শাস্তি নিশ্চিত করতে হবে। তদন্ত কার্যক্রম স্বচ্ছ ও নিরপেক্ষভাবে পরিচালনা করার দাবি জানিয়েছেন ভুক্তভোগী পরিবারের সদস্যরা। bbox=[22, 755, 205, 799]
article-paragraph: আইনজীবীরা বলেন, আদালতের মাধ্যমে প্রতিকার পাওয়া সম্ভব। তবে মামলার দীর্ঘসূত্রতা ভুক্তভোগীদের ভোগান্তি বাড়াচ্ছে। bbox=[994, 954, 1178, 976]
article-paragraph: তিনি জানান, সেবাগ্রহীতাদের অভিযোগ জানানোর জন্য একটি কেন্দ্রীয় প্ল্যাটফর্ম চালু করা হয়েছে। অভিযোগের ভিত্তিতে দ্রুত ব্যবস্থা নেওয়া হচ্ছে। bbox=[994, 319, 1178, 351]
article-a9-cont bbox=[609, 81, 783, 278]
article-paragraph: কর্তৃপক্ষ জানায়, নিহতদের তালিকা প্রণয়নের কাজ চলছে। যাচাই-বাছাই শেষে দ্রুত সহায়তা পৌঁছে দেওয়া হবে। আহতদের চিকিৎসার সব ব্যয়ভার বহন করা হবে। bbox=[223, 778, 398, 810]
article-paragraph: তারা বলেন, যেসব বিষয়ে এখনো মতপার্থক্য রয়েছে, সেগুলো নিয়ে আরও আলোচনার সুযোগ রয়েছে। পারস্পরিক ছাড় দেওয়ার মানসিকতা থাকলে সমাধান সম্ভব। bbox=[416, 612, 590, 645]
article-paragraph: বিশেষজ্ঞরা মনে করেন, পাচার রোধে ব্যাংকিং ব্যবস্থায় নজরদারি বাড়াতে হবে। সন্দেহজনক লেনদেন শনাক্তের সক্ষমতা বৃদ্ধি করা জরুরি। bbox=[609, 652, 783, 684]
article-paragraph: তদন্ত প্রতিবেদনে বলা হয়, নির্দিষ্ট কিছু শেয়ারের দাম অস্বাভাবিকভাবে বাড়ানো হয়েছিল। পরে বিপুল পরিমাণ শেয়ার বিক্রি করে মুনাফা তুলে নেওয়া হয়। bbox=[223, 1000, 398, 1032]
article-paragraph: আইনজীবীরা বলেন, আদালতের মাধ্যমে প্রতিকার পাওয়া সম্ভব। তবে মামলার দীর্ঘসূত্রতা ভুক্তভোগীদের ভোগান্তি বাড়াচ্ছে। bbox=[609, 885, 783, 918]
article-paragraph: বিভিন্ন দলের নেতারা বলেছেন, জুলাই গণঅভ্যুত্থানের চেতনা ধারণ করেই সনদ প্রণয়ন করা হয়েছে। তবে বাস্তবায়ন পদ্ধতি নিয়ে ঐকমত্য প্রয়োজন। bbox=[416, 449, 590, 482]
article-byline: প্রথম পৃষ্ঠার পর bbox=[416, 1259, 590, 1275]
article-paragraph: সংশ্লিষ্টরা জানান, সনদ স্বাক্ষরের তারিখ নিয়ে এখনও চূড়ান্ত সিদ্ধান্ত হয়নি। তবে চলতি মাসের মধ্যেই আনুষ্ঠানিকতা সম্পন্ন করার চেষ্টা চলছে। bbox=[416, 572, 590, 604]
column-6 bbox=[985, 81, 1178, 1816]
article-headline: বিএসইসির তদন্তে bbox=[258, 919, 363, 936]
article-paragraph: তারা বলেন, সাধারণ মানুষকে সচেতন করতে প্রচারণা চালাতে হবে। অস্বাভাবিক মুনাফার প্রলোভনে পা না দেওয়ার পরামর্শ দিয়েছেন তারা। bbox=[994, 1025, 1178, 1057]
article-paragraph: সংশ্লিষ্টরা বলছেন, অর্থ ফেরত আনা একটি দীর্ঘ ও জটিল প্রক্রিয়া। তবে ধারাবাহিক প্রচেষ্টা চালিয়ে গেলে সাফল্য আসবে। bbox=[994, 746, 1178, 767]
article-paragraph: সংশ্লিষ্ট সংস্থাগুলো। বিদেশে পাচার হওয়া অর্থ ফেরত আনতে আন্তর্জাতিক সহযোগিতা চাওয়া হয়েছে বলে জানিয়েছেন কর্মকর্তারা। bbox=[994, 664, 1178, 697]
column-3 bbox=[407, 81, 600, 1816]
article-paragraph: তিনি বলেন, সনদে যেসব সুপারিশ থাকবে সেগুলো বাস্তবায়নের একটি সময়সীমা নির্ধারণ করা হবে। পর্যায়ক্রমে তা বাস্তবায়ন করা হবে। bbox=[609, 163, 783, 195]
article-paragraph: কেন্দ্রীয় ব্যাংকের তথ্য অনুযায়ী, চলতি হিসাবের ঘাটতি কিছুটা কমেছে। রেমিট্যান্স প্রবাহ বাড়ায় বৈদেশিক মুদ্রার রিজার্ভে কিছুটা স্বস্তি ফিরেছে। bbox=[609, 326, 783, 358]
article-headline: জুলাই সনদ নিয়ে সমঝোতায় আসতেই bbox=[418, 349, 588, 386]
article-paragraph: একটি পক্ষ মনে করে, সনদে সাংবিধানিক স্বীকৃতি দিতে হবে। অন্যথায় ভবিষ্যতে কোনো সরকার তা উপেক্ষা করতে পারে। তাই আইনি সুরক্ষা নিশ্চিত করা জরুরি। bbox=[416, 490, 590, 522]
brand-name: দেশ প্রতিক্ষণ bbox=[1031, 30, 1178, 63]
article-paragraph: তারা জানান, বেশ কয়েকটি দেশের সঙ্গে তথ্য বিনিময়ের প্রক্রিয়া শুরু হয়েছে। আইনি সহায়তার জন্য আনুষ্ঠানিক অনুরোধ পাঠানো হয়েছে। bbox=[609, 571, 783, 603]
article-paragraph: কেন্দ্রীয় ব্যাংকের তথ্য অনুযায়ী, চলতি হিসাবের ঘাটতি কিছুটা কমেছে। রেমিট্যান্স প্রবাহ বাড়ায় বৈদেশিক মুদ্রার রিজার্ভে কিছুটা স্বস্তি ফিরেছে। bbox=[801, 611, 976, 643]
article-paragraph: সংশ্লিষ্টরা বলছেন, অর্থ ফেরত আনা একটি দীর্ঘ ও জটিল প্রক্রিয়া। তবে ধারাবাহিক প্রচেষ্টা চালিয়ে গেলে সাফল্য আসবে। bbox=[801, 448, 976, 481]
article-headline: পরীক্ষায় প্রথম এগজন, চাকরি bbox=[26, 1242, 200, 1259]
article-paragraph: এ বিষয়ে সরকারের একজন দায়িত্বশীল কর্মকর্তা বলেন, বিষয়টি গুরুত্বের সঙ্গে দেখা হচ্ছে। তদন্ত শেষে প্রতিবেদন জমা দেওয়া হবে। bbox=[801, 856, 976, 888]
article-byline: প্রথম পৃষ্ঠার পর bbox=[22, 735, 205, 751]
article-paragraph: এক অনুষ্ঠানে তিনি বলেন, সরকারি দপ্তরে স্বচ্ছতা ও জবাবদিহি নিশ্চিত করতে হবে। দুর্নীতির বিরুদ্ধে জিরো টলারেন্স নীতি অনুসরণ করা হচ্ছে। bbox=[994, 278, 1178, 311]
article-byline: প্রথম পৃষ্ঠার পর bbox=[416, 1014, 590, 1030]
column-5 bbox=[793, 81, 986, 1816]
article-paragraph: তবে বিশ্লেষকরা সতর্ক করে বলেছেন, জ্বালানি আমদানির ব্যয় বেড়ে গেলে পরিস্থিতি আবার চাপে পড়তে পারে। তাই সাশ্রয়ী নীতি অব্যাহত রাখতে হবে। bbox=[609, 367, 783, 399]
article-paragraph: তিনি আরও বলেন, আমলাতান্ত্রিক দীর্ঘসূত্রতা জনগণের ভোগান্তি বাড়ায়। সেবা সহজীকরণে ডিজিটাল ব্যবস্থার ওপর জোর দেওয়া হচ্ছে। bbox=[994, 237, 1178, 270]
article-a8 bbox=[224, 918, 398, 1196]
article-paragraph: নিয়ন্ত্রক সংস্থা বলেছে, অভিযোগের সত্যতা পেলে সংশ্লিষ্ট কোম্পানির বিরুদ্ধে কঠোর ব্যবস্থা নেওয়া হবে। প্রয়োজনে তালিকাচ্যুত করার বিষয়টিও বিবেচনায় থাকবে। bbox=[416, 1361, 590, 1393]
article-byline: প্রথম পৃষ্ঠার পর bbox=[224, 717, 398, 733]
article-paragraph: সংশ্লিষ্টরা বলছেন, অর্থ ফেরত আনা একটি দীর্ঘ ও জটিল প্রক্রিয়া। তবে ধারাবাহিক প্রচেষ্টা চালিয়ে গেলে সাফল্য আসবে। bbox=[609, 611, 783, 644]
article-byline: শেষ পৃষ্ঠার পর bbox=[994, 793, 1178, 809]
article-paragraph: তারা আরও বলেন, শ্রমিকদের মজুরি বৃদ্ধি বাস্তবায়ন করতে গিয়ে ছোট ও মাঝারি কারখানাগুলো চাপে পড়েছে। অনেক কারখানা বন্ধ হয়ে গেছে। এতে কর্মসংস্থান সংকুচিত হয়েছে। bbox=[416, 186, 590, 218]
article-paragraph: সবশেষে তিনি বলেন, এই মামলা আদালতে পরিচালনার জন্য দক্ষ আইনজীবী প্যানেল গঠন করা হবে। রাষ্ট্রপক্ষ সর্বোচ্চ চেষ্টা করবে যেন দোষীরা আইনের আওতায় আসে এবং যথাযথ শাস্তি পায়। bbox=[22, 1190, 205, 1233]
article-paragraph: তারা জানান, আন্তর্জাতিক বাজারে প্রতিযোগিতা বেড়েছে। প্রতিবেশী দেশগুলো নানা সুবিধা দিয়ে ক্রেতা আকর্ষণ করছে। এ অবস্থায় নীতি-সহায়তা না পেলে টিকে থাকা কঠিন হয়ে পড়বে। bbox=[416, 82, 590, 125]
article-paragraph: কারসাজির প্রমাণ মিলেছে বলে জানা গেছে। সংশ্লিষ্ট ব্যক্তি ও প্রতিষ্ঠানের বিরুদ্ধে জরিমানা আরোপের সিদ্ধান্ত নেওয়া হয়েছে। bbox=[223, 959, 398, 991]
brand-kicker: দেশ সমাচার ও বস্তুনিষ্ঠতার প্রতিশ্রুতি bbox=[1072, 21, 1178, 28]
